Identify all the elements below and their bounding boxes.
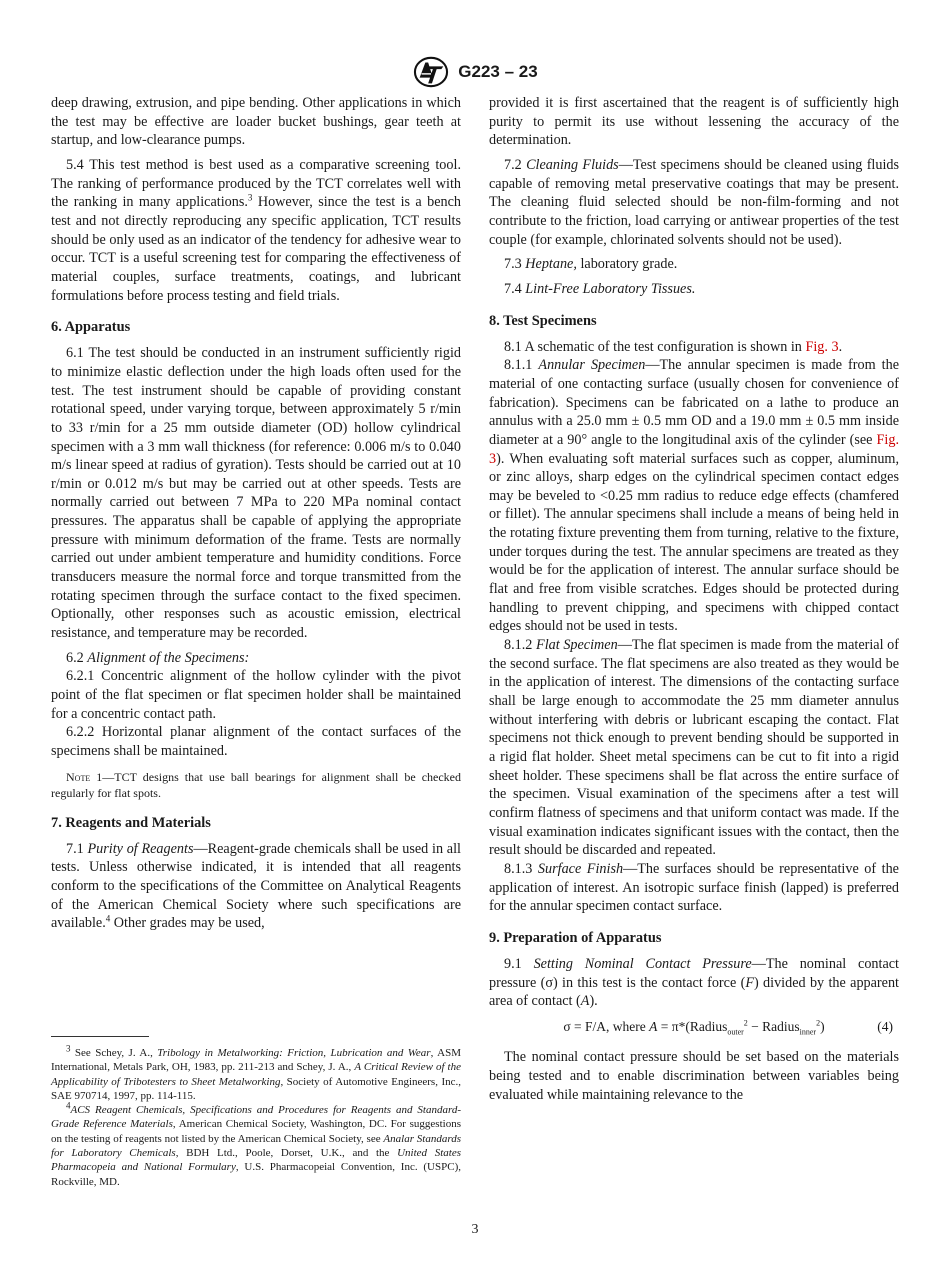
paragraph-9-1-cont: The nominal contact pressure should be set based on the materials being tested and to enable discrimination between variables being evaluated while maintaining relevance to the: [489, 1049, 899, 1103]
left-column: [51, 94, 461, 933]
footnote-ref-4[interactable]: 4: [105, 913, 111, 924]
paragraph-8-1-3: 8.1.3 Surface Finish—The surfaces should be representative of the application of interest. An isotropic surface finish (lapped) is preferred for the annular specimen contact surface.: [489, 860, 899, 915]
paragraph-6-1: 6.1 The test should be conducted in an instrument sufficiently rigid to minimize elastic deflection under the high loads often used for the test. The test instrument should be capable of providing constant rotational speed, under varying torque, between approximately 5 r/min to 33 r/min for a 25 mm outside diameter (OD) hollow cylindrical specimen with a 3 mm wall thickness (for reference: 0.006 m/s to 0.040 m/s linear speed at radius of gyration). Tests should be carried out at 10 r/min or 0.012 m/s but may be carried out at other speeds. Tests are normally carried out between 7 MPa to 220 MPa nominal contact pressures. The apparatus shall be capable of applying the appropriate pressure with minimum deformation of the frame. Tests are normally carried out under ambient temperature and humidity conditions. Force transducers measure the normal force and torque transmitted from the rotating specimen through the surface contact to the fixed specimen. Optionally, other responses such as acoustic emission, electrical resistance, and temperature may be recorded.: [51, 345, 461, 642]
fig-3-link[interactable]: Fig. 3: [805, 338, 839, 355]
standard-number: G223 – 23: [458, 62, 538, 81]
paragraph-9-1: 9.1 Setting Nominal Contact Pressure—The nominal contact pressure (σ) in this test is the contact force (F) divided by the apparent area of contact (A).: [489, 955, 899, 1010]
page-header: [0, 55, 950, 89]
astm-logo: [412, 55, 450, 89]
paragraph-7-3: 7.3 Heptane, laboratory grade.: [504, 256, 678, 273]
fig-3-link[interactable]: Fig. 3: [489, 431, 899, 467]
section-9-heading: 9. Preparation of Apparatus: [489, 929, 662, 946]
paragraph-6-2: 6.2 Alignment of the Specimens:: [66, 649, 250, 666]
paragraph-8-1-2: 8.1.2 Flat Specimen—The flat specimen is made from the material of the second surface. The flat specimens are also treated as they would be in the application of interest. The dimensions of the contacting surface shall be large enough to accommodate the 25 mm diameter annulus without interfering with debris or lubricant escaping the contact. Flat specimens not thick enough to prevent bending should be supported in a rigid flat holder. Sheet metal specimens can be cut to fit into a rigid sheet holder. These specimens shall be flat across the entire surface of the specimen. Visual examination of the specimens after a test will confirm flatness of specimens and that uniform contact was made. If the visual examination indicates significant issues with the contact, then the result should be discarded and repeated.: [489, 637, 899, 859]
equation-4: σ = F/A, where A = π*(Radius$_{outer}^2$ − Radius$_{inner}^2$) (4): [563, 1018, 893, 1037]
paragraph-7-1-cont: provided it is first ascertained that the reagent is of sufficiently high purity to permit its use without lessening the accuracy of the determination.: [489, 95, 899, 149]
section-6-heading: 6. Apparatus: [51, 319, 131, 336]
paragraph-5-4: 5.4 This test method is best used as a comparative screening tool. The ranking of performance produced by the TCT correlates well with the ranking in many applications.$^3$ However, since the test is a bench test and not directly reproducing any specific application, TCT results should be only used as an indicator of the tendency for adhesive wear to occur. TCT is a useful screening test for comparing the effectiveness of material couples, surface treatments, coatings, and lubricant formulations before process testing and field trials.: [51, 156, 462, 304]
section-8-heading: 8. Test Specimens: [489, 312, 597, 329]
note-1: Note 1—TCT designs that use ball bearings for alignment shall be checked regularly for flat spots.: [51, 769, 461, 800]
footnote-3: $^3$ See Schey, J. A., Tribology in Metalworking: Friction, Lubrication and Wear, ASM International, Metals Park, OH, 1983, pp. 211-213 and Schey, J. A., A Critical Review of the Applicability of Tribotesters to Sheet Metalworking, Society of Automotive Engineers, Inc., SAE 970714, 1997, pp. 114-115.: [51, 1043, 461, 1102]
footnotes: [51, 1043, 461, 1189]
footnote-4: $^4$ACS Reagent Chemicals, Specifications and Procedures for Reagents and Standard-Grade Reference Materials, American Chemical Society, Washington, DC. For suggestions on the testing of reagents not listed by the American Chemical Society, see Analar Standards for Laboratory Chemicals, BDH Ltd., Poole, Dorset, U.K., and the United States Pharmacopeia and National Formulary, U.S. Pharmacopeial Convention, Inc. (USPC), Rockville, MD.: [51, 1100, 461, 1188]
paragraph-6-2-1: 6.2.1 Concentric alignment of the hollow cylinder with the pivot point of the flat specimen or flat specimen holder shall be maintained for a concentric contact path.: [51, 668, 461, 722]
paragraph-7-4: 7.4 Lint-Free Laboratory Tissues.: [504, 280, 696, 297]
footnote-rule: [51, 1036, 149, 1037]
paragraph-6-2-2: 6.2.2 Horizontal planar alignment of the contact surfaces of the specimens shall be maintained.: [51, 724, 461, 759]
footnote-ref-3[interactable]: 3: [247, 192, 253, 203]
paragraph-8-1: 8.1 A schematic of the test configuration is shown in Fig. 3.: [504, 338, 843, 355]
page-number: 3: [471, 1222, 479, 1237]
section-7-heading: 7. Reagents and Materials: [51, 814, 211, 831]
equation-number: (4): [877, 1018, 893, 1034]
paragraph-5-3-cont: deep drawing, extrusion, and pipe bending. Other applications in which the test may be effective are loader bucket bushings, gear teeth at startup, and low-clearance pumps.: [51, 95, 461, 149]
paragraph-8-1-1: 8.1.1 Annular Specimen—The annular specimen is made from the material of one contacting surface (usually chosen for convenience of fabrication). Specimens can be fabricated on a lathe to produce an annulus with a 25.0 mm ± 0.5 mm OD and a 19.0 mm ± 0.5 mm inside diameter at a 90° angle to the longitudinal axis of the cylinder (see Fig. 3). When evaluating soft material surfaces such as copper, aluminum, or zinc alloys, sharp edges on the cylindrical specimen contact edges may be beveled to <0.25 mm radius to reduce edge effects (chamfered or fillet). The annular specimens shall include a means of being held in the rotating fixture preventing them from turning, relative to the fixture, under torques during the test. The annular specimens are treated as they would be for the application of interest. The annular surface should be flat and free from visible scratches. Edges should be protected during handling to prevent chipping, and specimens with chipped contact edges should not be used in tests.: [489, 357, 899, 635]
right-column: [489, 94, 899, 1104]
paragraph-7-1: 7.1 Purity of Reagents—Reagent-grade chemicals shall be used in all tests. Unless otherwise indicated, it is intended that all reagents conform to the specifications of the Committee on Analytical Reagents of the American Chemical Society where such specifications are available.$^4$ Other grades may be used,: [51, 840, 461, 932]
paragraph-7-2: 7.2 Cleaning Fluids—Test specimens should be cleaned using fluids capable of removing metal preservative coatings that may be present. The cleaning fluid selected should be non-film-forming and not contribute to the friction, load carrying or antiwear properties of the test couple (for example, chlorinated solvents should not be used).: [489, 156, 900, 248]
